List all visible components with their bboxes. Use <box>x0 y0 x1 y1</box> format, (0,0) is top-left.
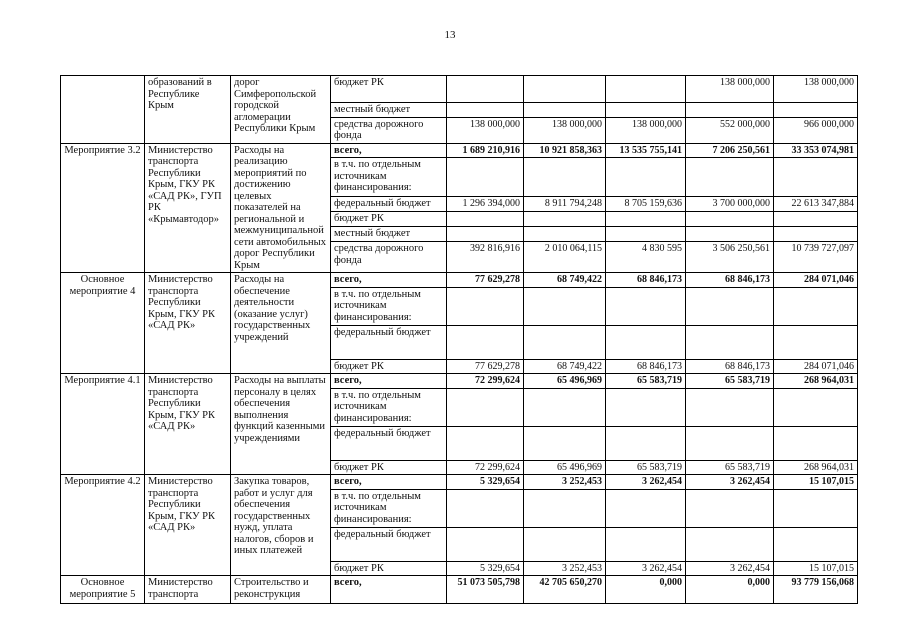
amount-cell: 42 705 650,270 <box>524 576 606 604</box>
amount-cell <box>686 212 774 227</box>
funding-source-cell: средства дорожного фонда <box>331 117 447 143</box>
amount-cell <box>524 325 606 359</box>
table-row <box>61 475 858 490</box>
amount-cell <box>774 103 858 118</box>
amount-cell <box>774 527 858 561</box>
amount-cell <box>447 426 524 460</box>
amount-cell: 138 000,000 <box>447 117 524 143</box>
amount-cell <box>524 388 606 426</box>
amount-cell: 68 846,173 <box>686 359 774 374</box>
amount-cell <box>686 527 774 561</box>
amount-cell <box>447 158 524 197</box>
executor-cell: Министерство транспорта Республики Крым, ГКУ РК «САД РК», ГУП РК «Крымавтодор» <box>145 143 231 273</box>
funding-source-cell: в т.ч. по отдельным источникам финансирования: <box>331 388 447 426</box>
event-name-cell: Основное мероприятие 4 <box>61 273 145 374</box>
funding-source-cell: федеральный бюджет <box>331 426 447 460</box>
amount-cell: 8 911 794,248 <box>524 197 606 212</box>
table-row <box>61 576 858 604</box>
amount-cell: 65 583,719 <box>686 374 774 389</box>
amount-cell <box>774 212 858 227</box>
executor-cell: Министерство транспорта Республики Крым, ГКУ РК «САД РК» <box>145 273 231 374</box>
amount-cell: 5 329,654 <box>447 561 524 576</box>
expense-description-cell: дорог Симферопольской городской агломерации Республики Крым <box>231 76 331 144</box>
funding-source-cell: бюджет РК <box>331 460 447 475</box>
amount-cell: 65 496,969 <box>524 374 606 389</box>
amount-cell: 77 629,278 <box>447 273 524 288</box>
funding-source-cell: местный бюджет <box>331 103 447 118</box>
funding-source-cell: бюджет РК <box>331 561 447 576</box>
funding-source-cell: всего, <box>331 374 447 389</box>
amount-cell: 68 749,422 <box>524 359 606 374</box>
budget-table <box>60 75 858 604</box>
expense-description-cell: Закупка товаров, работ и услуг для обеспечения государственных нужд, уплата налогов, сборов и иных платежей <box>231 475 331 576</box>
event-name-cell: Мероприятие 3.2 <box>61 143 145 273</box>
funding-source-cell: в т.ч. по отдельным источникам финансирования: <box>331 158 447 197</box>
executor-cell: образований в Республике Крым <box>145 76 231 144</box>
amount-cell: 77 629,278 <box>447 359 524 374</box>
amount-cell: 138 000,000 <box>524 117 606 143</box>
table-row <box>61 143 858 158</box>
amount-cell: 3 262,454 <box>606 475 686 490</box>
amount-cell: 7 206 250,561 <box>686 143 774 158</box>
table-row <box>61 273 858 288</box>
amount-cell: 5 329,654 <box>447 475 524 490</box>
amount-cell: 65 496,969 <box>524 460 606 475</box>
amount-cell <box>606 287 686 325</box>
amount-cell <box>524 212 606 227</box>
funding-source-cell: федеральный бюджет <box>331 527 447 561</box>
amount-cell: 15 107,015 <box>774 475 858 490</box>
amount-cell <box>447 227 524 242</box>
amount-cell <box>447 325 524 359</box>
amount-cell <box>447 489 524 527</box>
amount-cell <box>606 388 686 426</box>
amount-cell: 1 296 394,000 <box>447 197 524 212</box>
funding-source-cell: всего, <box>331 475 447 490</box>
amount-cell: 268 964,031 <box>774 374 858 389</box>
amount-cell <box>524 227 606 242</box>
funding-source-cell: всего, <box>331 576 447 604</box>
amount-cell: 10 921 858,363 <box>524 143 606 158</box>
amount-cell: 552 000,000 <box>686 117 774 143</box>
amount-cell: 8 705 159,636 <box>606 197 686 212</box>
funding-source-cell: всего, <box>331 273 447 288</box>
expense-description-cell: Расходы на обеспечение деятельности (оказание услуг) государственных учреждений <box>231 273 331 374</box>
amount-cell <box>606 158 686 197</box>
amount-cell <box>606 426 686 460</box>
amount-cell <box>524 426 606 460</box>
amount-cell: 10 739 727,097 <box>774 242 858 273</box>
amount-cell: 3 700 000,000 <box>686 197 774 212</box>
event-name-cell: Мероприятие 4.2 <box>61 475 145 576</box>
amount-cell: 51 073 505,798 <box>447 576 524 604</box>
amount-cell <box>686 287 774 325</box>
amount-cell: 3 262,454 <box>686 561 774 576</box>
amount-cell <box>774 325 858 359</box>
amount-cell: 2 010 064,115 <box>524 242 606 273</box>
executor-cell: Министерство транспорта <box>145 576 231 604</box>
funding-source-cell: федеральный бюджет <box>331 197 447 212</box>
funding-source-cell: федеральный бюджет <box>331 325 447 359</box>
amount-cell <box>686 388 774 426</box>
amount-cell <box>606 227 686 242</box>
amount-cell <box>447 76 524 103</box>
amount-cell <box>524 158 606 197</box>
amount-cell <box>686 489 774 527</box>
amount-cell <box>686 227 774 242</box>
amount-cell <box>774 227 858 242</box>
funding-source-cell: бюджет РК <box>331 212 447 227</box>
amount-cell: 268 964,031 <box>774 460 858 475</box>
amount-cell <box>524 103 606 118</box>
funding-source-cell: бюджет РК <box>331 76 447 103</box>
amount-cell: 138 000,000 <box>774 76 858 103</box>
amount-cell: 68 846,173 <box>606 273 686 288</box>
event-name-cell <box>61 76 145 144</box>
funding-source-cell: бюджет РК <box>331 359 447 374</box>
amount-cell: 284 071,046 <box>774 273 858 288</box>
event-name-cell: Основное мероприятие 5 <box>61 576 145 604</box>
amount-cell <box>774 158 858 197</box>
amount-cell: 392 816,916 <box>447 242 524 273</box>
expense-description-cell: Расходы на реализацию мероприятий по достижению целевых показателей на региональной и межмуниципальной сети автомобильных дорог Республики Крым <box>231 143 331 273</box>
amount-cell: 1 689 210,916 <box>447 143 524 158</box>
budget-table-body <box>61 76 858 604</box>
amount-cell: 65 583,719 <box>606 460 686 475</box>
amount-cell <box>447 388 524 426</box>
page-number: 13 <box>444 29 456 41</box>
amount-cell: 65 583,719 <box>686 460 774 475</box>
amount-cell <box>686 426 774 460</box>
amount-cell: 93 779 156,068 <box>774 576 858 604</box>
amount-cell: 65 583,719 <box>606 374 686 389</box>
amount-cell <box>447 212 524 227</box>
amount-cell: 3 252,453 <box>524 475 606 490</box>
amount-cell <box>774 426 858 460</box>
amount-cell <box>686 325 774 359</box>
expense-description-cell: Строительство и реконструкция <box>231 576 331 604</box>
amount-cell: 68 846,173 <box>686 273 774 288</box>
amount-cell <box>606 325 686 359</box>
executor-cell: Министерство транспорта Республики Крым, ГКУ РК «САД РК» <box>145 374 231 475</box>
event-name-cell: Мероприятие 4.1 <box>61 374 145 475</box>
amount-cell <box>524 76 606 103</box>
amount-cell <box>524 287 606 325</box>
amount-cell: 138 000,000 <box>606 117 686 143</box>
funding-source-cell: местный бюджет <box>331 227 447 242</box>
amount-cell: 0,000 <box>606 576 686 604</box>
amount-cell: 68 749,422 <box>524 273 606 288</box>
table-row <box>61 76 858 103</box>
amount-cell: 3 262,454 <box>606 561 686 576</box>
amount-cell: 33 353 074,981 <box>774 143 858 158</box>
amount-cell: 13 535 755,141 <box>606 143 686 158</box>
amount-cell: 15 107,015 <box>774 561 858 576</box>
amount-cell: 966 000,000 <box>774 117 858 143</box>
amount-cell <box>774 287 858 325</box>
amount-cell: 4 830 595 <box>606 242 686 273</box>
amount-cell <box>774 388 858 426</box>
amount-cell: 68 846,173 <box>606 359 686 374</box>
amount-cell <box>686 103 774 118</box>
amount-cell <box>606 489 686 527</box>
amount-cell <box>524 527 606 561</box>
funding-source-cell: в т.ч. по отдельным источникам финансирования: <box>331 489 447 527</box>
amount-cell <box>774 489 858 527</box>
amount-cell: 22 613 347,884 <box>774 197 858 212</box>
amount-cell <box>524 489 606 527</box>
amount-cell: 0,000 <box>686 576 774 604</box>
amount-cell <box>447 103 524 118</box>
amount-cell <box>606 76 686 103</box>
funding-source-cell: всего, <box>331 143 447 158</box>
amount-cell: 3 252,453 <box>524 561 606 576</box>
amount-cell <box>447 287 524 325</box>
amount-cell <box>606 212 686 227</box>
amount-cell <box>606 527 686 561</box>
expense-description-cell: Расходы на выплаты персоналу в целях обеспечения выполнения функций казенными учреждениями <box>231 374 331 475</box>
amount-cell: 72 299,624 <box>447 374 524 389</box>
funding-source-cell: в т.ч. по отдельным источникам финансирования: <box>331 287 447 325</box>
amount-cell <box>606 103 686 118</box>
amount-cell: 3 506 250,561 <box>686 242 774 273</box>
amount-cell: 284 071,046 <box>774 359 858 374</box>
amount-cell: 138 000,000 <box>686 76 774 103</box>
amount-cell <box>447 527 524 561</box>
table-row <box>61 374 858 389</box>
amount-cell <box>686 158 774 197</box>
funding-source-cell: средства дорожного фонда <box>331 242 447 273</box>
executor-cell: Министерство транспорта Республики Крым, ГКУ РК «САД РК» <box>145 475 231 576</box>
amount-cell: 72 299,624 <box>447 460 524 475</box>
amount-cell: 3 262,454 <box>686 475 774 490</box>
